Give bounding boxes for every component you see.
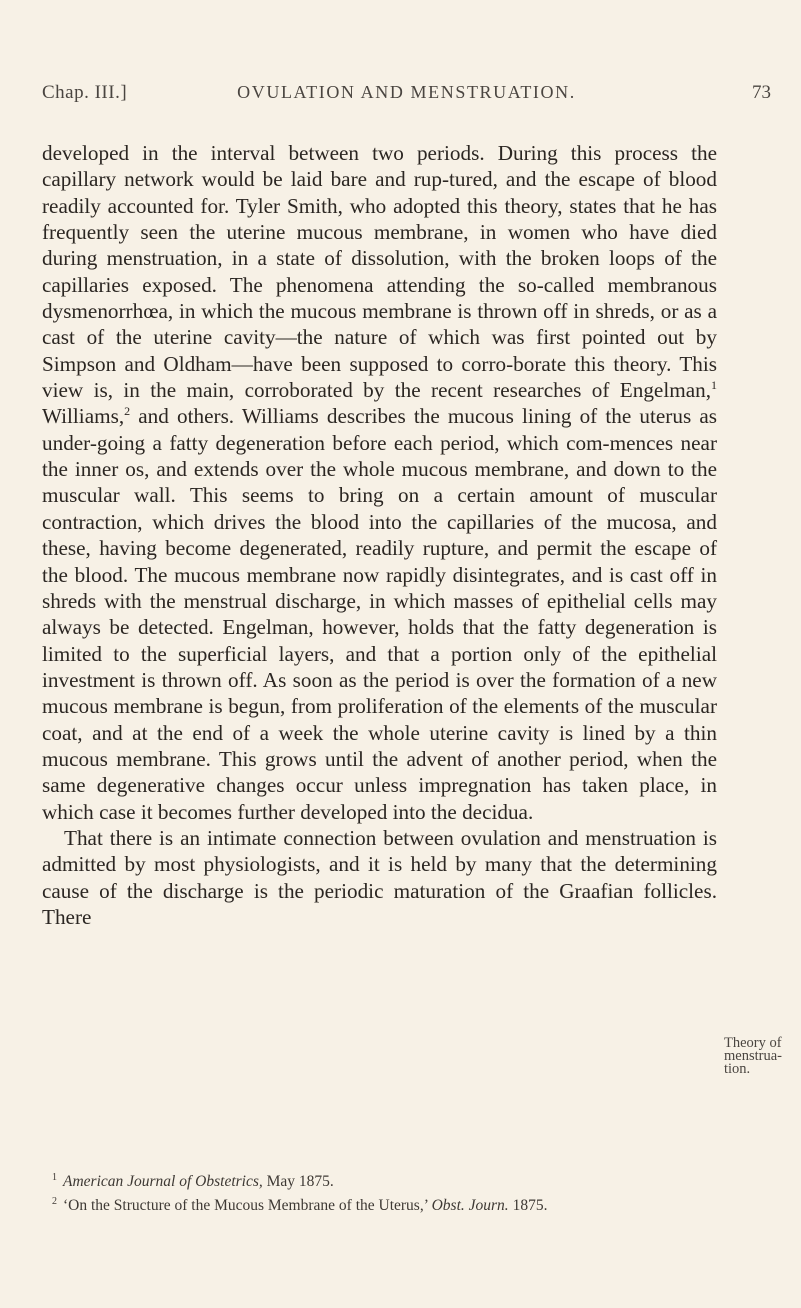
page-number: 73 bbox=[752, 82, 771, 103]
paragraph-1-part-a: developed in the interval between two periods. During this process the capillary network would be laid bare and rup-tured, and the escape of blood readily accounted for. Tyler Smith, who adopted this theory, states that he has frequently seen the uterine mucous membrane, in women who have died during menstruation, in a state of dissolution, with the broken loops of the capillaries exposed. The phenomena attending the so-called membranous dysmenorrhœa, in which the mucous membrane is thrown off in shreds, or as a cast of the uterine cavity—the nature of which was first pointed out by Simpson and Oldham—have been supposed to corro-borate this theory. This view is, in the main, corroborated by the recent researches of Engelman, bbox=[42, 141, 717, 403]
footnote-1-date: May 1875. bbox=[262, 1173, 334, 1191]
footnote-1-journal: American Journal of Obstetrics, bbox=[63, 1173, 263, 1191]
paragraph-1-part-b: Williams, bbox=[42, 404, 125, 429]
chapter-title: OVULATION AND MENSTRUATION. bbox=[237, 82, 576, 102]
chapter-label: Chap. III.] bbox=[42, 82, 128, 103]
footnote-ref-2[interactable]: 2 bbox=[124, 404, 131, 419]
footnote-1 bbox=[42, 1168, 722, 1192]
margin-note-line-1: Theory of bbox=[724, 1035, 782, 1051]
footnote-2-article: ‘On the Structure of the Mucous Membrane of the Uterus,’ bbox=[63, 1197, 432, 1215]
footnote-2-journal: Obst. Journ. bbox=[431, 1197, 509, 1215]
paragraph-2: That there is an intimate connection between ovulation and menstruation is admitted by most physiologists, and it is held by many that the determining cause of the discharge is the periodic maturation of the Graafian follicles. There bbox=[42, 825, 717, 929]
footnote-2-date: 1875. bbox=[508, 1197, 548, 1215]
body-text bbox=[42, 140, 717, 930]
margin-note-line-3: tion. bbox=[724, 1061, 751, 1077]
margin-note bbox=[724, 1037, 798, 1076]
footnote-1-mark: 1 bbox=[52, 1172, 57, 1183]
margin-note-line-2: menstrua- bbox=[724, 1048, 782, 1064]
footnote-2-mark: 2 bbox=[52, 1196, 57, 1208]
footnote-2 bbox=[42, 1192, 722, 1216]
paragraph-1-part-c: and others. Williams describes the mucous lining of the uterus as under-going a fatty degeneration before each period, which com-mences near the inner os, and extends over the whole mucous membrane, and down to the muscular wall. This seems to bring on a certain amount of muscular contraction, which drives the blood into the capillaries of the mucosa, and these, having become degenerated, readily rupture, and permit the escape of the blood. The mucous membrane now rapidly disintegrates, and is cast off in shreds with the menstrual discharge, in which masses of epithelial cells may always be detected. Engelman, however, holds that the fatty degeneration is limited to the superficial layers, and that a portion only of the epithelial investment is thrown off. As soon as the period is over the formation of a new mucous membrane is begun, from proliferation of the elements of the muscular coat, and at the end of a week the whole uterine cavity is lined by a thin mucous membrane. This grows until the advent of another period, when the same degenerative changes occur unless impregnation has taken place, in which case it becomes further developed into the decidua. bbox=[42, 404, 717, 824]
footnote-ref-1[interactable]: 1 bbox=[711, 378, 717, 393]
footnotes bbox=[42, 1168, 722, 1216]
running-head bbox=[42, 82, 771, 112]
paragraph-1 bbox=[42, 140, 717, 825]
